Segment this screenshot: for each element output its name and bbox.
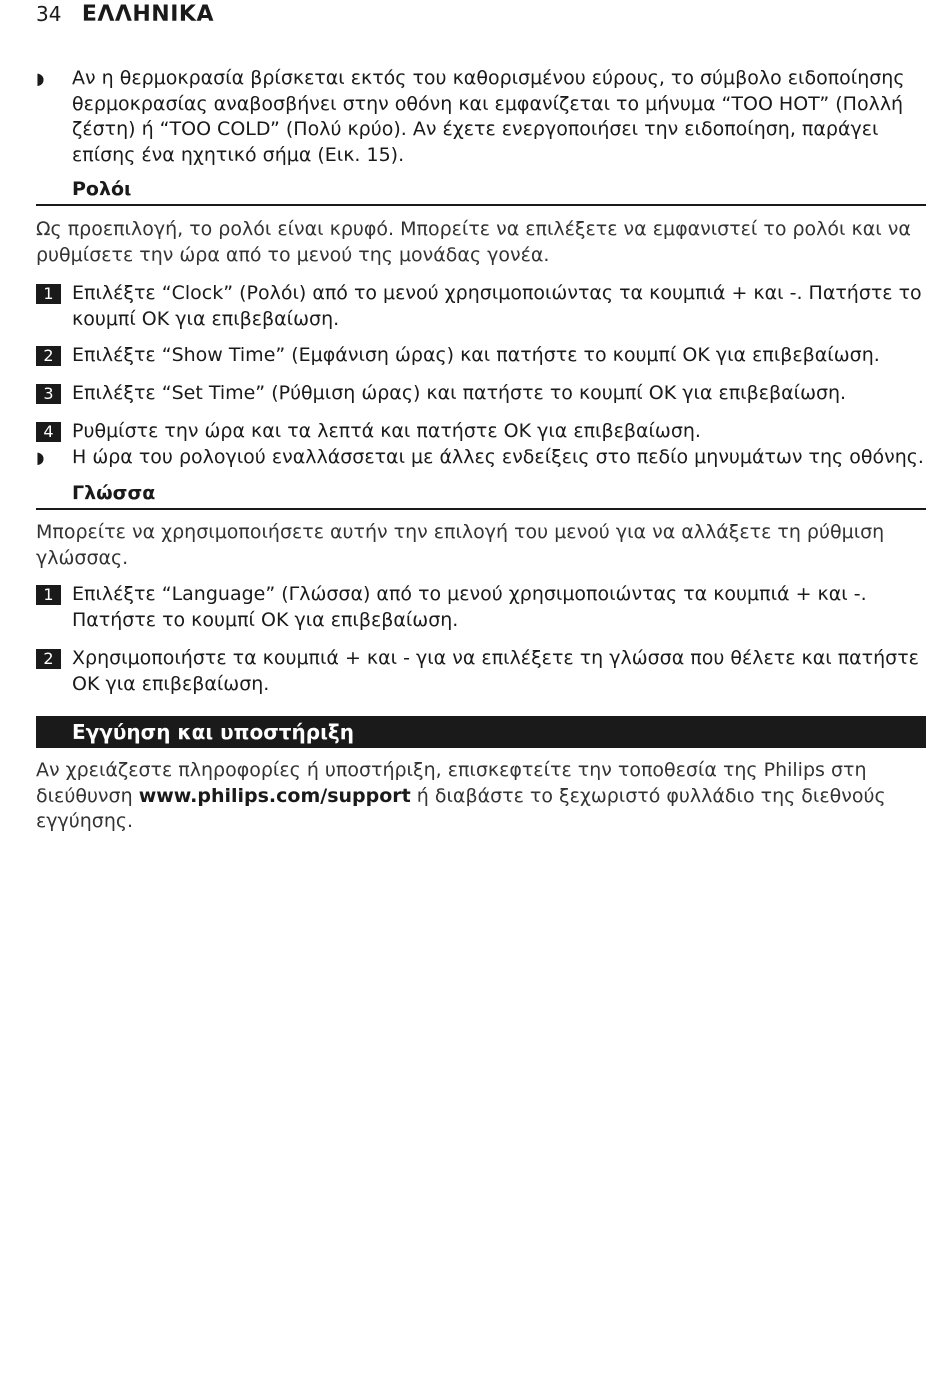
step-text: Χρησιμοποιήστε τα κουμπιά + και - για να επιλέξετε τη γλώσσα που θέλετε και πατήστε OK για επιβεβαίωση. bbox=[72, 647, 919, 695]
support-link[interactable]: www.philips.com/support bbox=[138, 784, 411, 807]
clock-intro: Ως προεπιλογή, το ρολόι είναι κρυφό. Μπορείτε να επιλέξετε να εμφανιστεί το ρολόι και να ρυθμίσετε την ώρα από το μενού της μονάδας γονέα. bbox=[36, 218, 911, 266]
step-number: 2 bbox=[36, 649, 61, 669]
language-title: ΕΛΛΗΝΙΚΑ bbox=[81, 2, 214, 27]
clock-step-3 bbox=[36, 381, 926, 407]
clock-bullet bbox=[36, 445, 926, 471]
bullet-marker-icon: ◗ bbox=[36, 448, 45, 467]
language-step-2 bbox=[36, 646, 926, 697]
step-text: Επιλέξτε “Clock” (Ρολόι) από το μενού χρησιμοποιώντας τα κουμπιά + και -. Πατήστε το κουμπί OK για επιβεβαίωση. bbox=[72, 282, 922, 330]
language-step-1 bbox=[36, 582, 926, 633]
step-number: 2 bbox=[36, 346, 61, 366]
step-number: 1 bbox=[36, 284, 61, 304]
step-text: Ρυθμίστε την ώρα και τα λεπτά και πατήστε OK για επιβεβαίωση. bbox=[72, 420, 701, 442]
step-number: 3 bbox=[36, 384, 61, 404]
warranty-section-bar: Εγγύηση και υποστήριξη bbox=[36, 716, 926, 748]
clock-step-2 bbox=[36, 343, 926, 369]
clock-heading: Ρολόι bbox=[36, 178, 926, 206]
step-text: Επιλέξτε “Set Time” (Ρύθμιση ώρας) και πατήστε το κουμπί OK για επιβεβαίωση. bbox=[72, 382, 847, 404]
page-number: 34 bbox=[36, 2, 62, 26]
temperature-alert-bullet bbox=[36, 66, 926, 168]
step-number: 1 bbox=[36, 585, 61, 605]
bullet-text: Η ώρα του ρολογιού εναλλάσσεται με άλλες ενδείξεις στο πεδίο μηνυμάτων της οθόνης. bbox=[72, 446, 924, 468]
clock-step-1 bbox=[36, 281, 926, 332]
clock-step-4 bbox=[36, 419, 926, 445]
step-text: Επιλέξτε “Show Time” (Εμφάνιση ώρας) και πατήστε το κουμπί OK για επιβεβαίωση. bbox=[72, 344, 880, 366]
step-number: 4 bbox=[36, 422, 61, 442]
warranty-text bbox=[36, 758, 916, 835]
step-text: Επιλέξτε “Language” (Γλώσσα) από το μενού χρησιμοποιώντας τα κουμπιά + και -. Πατήστε το κουμπί OK για επιβεβαίωση. bbox=[72, 583, 867, 631]
bullet-marker-icon: ◗ bbox=[36, 69, 45, 88]
language-intro: Μπορείτε να χρησιμοποιήσετε αυτήν την επιλογή του μενού για να αλλάξετε τη ρύθμιση γλώσσας. bbox=[36, 521, 885, 569]
language-heading: Γλώσσα bbox=[36, 482, 926, 510]
warranty-text-before: Αν χρειάζεστε πληροφορίες ή υποστήριξη, επισκεφτείτε την τοποθεσία της Philips στη διεύθυνση bbox=[36, 759, 867, 807]
warranty-text-after: ή διαβάστε το ξεχωριστό φυλλάδιο της διεθνούς εγγύησης. bbox=[36, 784, 886, 832]
bullet-text: Αν η θερμοκρασία βρίσκεται εκτός του καθορισμένου εύρους, το σύμβολο ειδοποίησης θερμοκρασίας αναβοσβήνει στην οθόνη και εμφανίζεται το μήνυμα “TOO HOT” (Πολλή ζέστη) ή “TOO COLD” (Πολύ κρύο). Αν έχετε ενεργοποιήσει την ειδοποίηση, παράγει επίσης ένα ηχητικό σήμα (Εικ. 15). bbox=[72, 67, 905, 166]
page-header bbox=[36, 2, 214, 27]
